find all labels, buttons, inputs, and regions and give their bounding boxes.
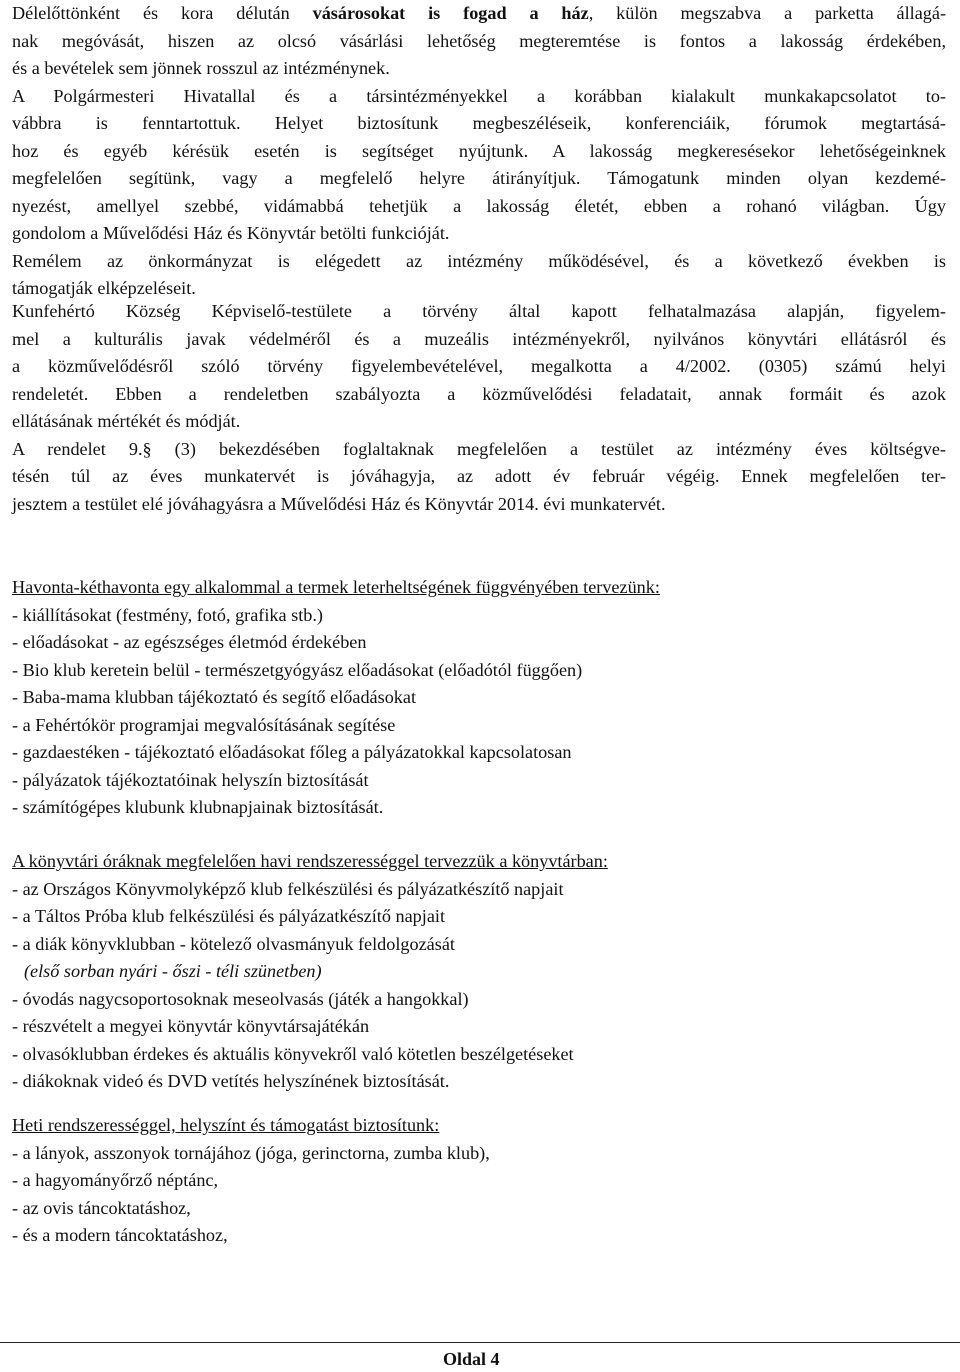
list-item: - számítógépes klubunk klubnapjainak biztosítását. [12, 797, 384, 817]
text-line: hoz és egyéb kérésük esetén is segítséget nyújtunk. A lakosság megkeresésekor lehetőségeinknek [12, 140, 946, 161]
section-heading: Heti rendszerességgel, helyszínt és támogatást biztosítunk: [12, 1115, 440, 1135]
section-weekly [12, 1112, 946, 1250]
text-line: vábbra is fenntartottuk. Helyet biztosítunk megbeszéléseik, konferenciáik, fórumok megtartásá- [12, 113, 946, 133]
text-line: támogatják elképzeléseit. [12, 278, 196, 298]
list-item: - gazdaestéken - tájékoztató előadásokat főleg a pályázatokkal kapcsolatosan [12, 742, 572, 762]
list-item: - a Táltos Próba klub felkészülési és pályázatkészítő napjait [12, 906, 445, 926]
text-line: nak megóvását, hiszen az olcsó vásárlási lehetőség megteremtése is fontos a lakosság érdekében, [12, 30, 946, 51]
text-line: ellátásának mértékét és módját. [12, 411, 241, 431]
list-item: - az ovis táncoktatáshoz, [12, 1197, 191, 1218]
list-item: - olvasóklubban érdekes és aktuális könyvekről való kötetlen beszélgetéseket [12, 1043, 574, 1064]
text-line: Kunfehértó Község Képviselő-testülete a törvény által kapott felhatalmazása alapján, figyelem- [12, 301, 946, 321]
list-item: - kiállításokat (festmény, fotó, grafika stb.) [12, 604, 323, 625]
list-item: - előadásokat - az egészséges életmód érdekében [12, 632, 367, 652]
text-line: megfelelően segítünk, vagy a megfelelő helyre átirányítjuk. Támogatunk minden olyan kezdemé- [12, 168, 946, 188]
text-line: a közművelődésről szóló törvény figyelembevételével, megalkotta a 4/2002. (0305) számú helyi [12, 356, 946, 376]
page-footer [0, 1342, 960, 1372]
paragraph-intro [12, 0, 946, 303]
text-line: rendeletét. Ebben a rendeletben szabályozta a közművelődési feladatait, annak formáit és azok [12, 383, 946, 404]
list-item: - Baba-mama klubban tájékoztató és segítő előadásokat [12, 687, 417, 707]
list-item: - óvodás nagycsoportosoknak meseolvasás (játék a hangokkal) [12, 988, 469, 1009]
text-line: és a bevételek sem jönnek rosszul az intézménynek. [12, 58, 390, 78]
list-item: - pályázatok tájékoztatóinak helyszín biztosítását [12, 769, 369, 790]
section-monthly-events [12, 574, 946, 822]
list-item: - a diák könyvklubban - kötelező olvasmányuk feldolgozását [12, 933, 455, 954]
section-heading: A könyvtári óráknak megfelelően havi rendszerességgel tervezzük a könyvtárban: [12, 851, 608, 871]
text-line: A Polgármesteri Hivatallal és a társintézményekkel a korábban kialakult munkakapcsolatot to- [12, 85, 946, 106]
page-number: Oldal 4 [443, 1349, 500, 1369]
text-line: gondolom a Művelődési Ház és Könyvtár betölti funkcióját. [12, 223, 450, 243]
text-line: jesztem a testület elé jóváhagyásra a Művelődési Ház és Könyvtár 2014. évi munkatervét. [12, 493, 666, 514]
list-item: - részvételt a megyei könyvtár könyvtársajátékán [12, 1016, 370, 1036]
text-line: A rendelet 9.§ (3) bekezdésében foglaltaknak megfelelően a testület az intézmény éves költségve- [12, 438, 946, 459]
section-heading: Havonta-kéthavonta egy alkalommal a termek leterheltségének függvényében tervezünk: [12, 577, 660, 597]
section-library [12, 848, 946, 1096]
list-item: - és a modern táncoktatáshoz, [12, 1225, 228, 1245]
list-item: - a hagyományőrző néptánc, [12, 1170, 219, 1190]
list-item: - Bio klub keretein belül - természetgyógyász előadásokat (előadótól függően) [12, 659, 583, 680]
text-line: mel a kulturális javak védelméről és a muzeális intézményekről, nyilvános könyvtári ellátásról és [12, 328, 946, 349]
text-line: Délelőttönként és kora délután vásárosokat is fogad a ház, külön megszabva a parketta állagá- [12, 3, 946, 23]
list-item: - a Fehértókör programjai megvalósításának segítése [12, 714, 396, 735]
text-line: Remélem az önkormányzat is elégedett az intézmény működésével, és a következő években is [12, 250, 946, 271]
paragraph-regulation [12, 298, 946, 518]
list-item: - diákoknak videó és DVD vetítés helyszínének biztosítását. [12, 1071, 450, 1091]
list-item: - az Országos Könyvmolyképző klub felkészülési és pályázatkészítő napjait [12, 878, 564, 899]
text-line: tésén túl az éves munkatervét is jóváhagyja, az adott év február végéig. Ennek megfelelően ter- [12, 466, 946, 486]
list-item: - a lányok, asszonyok tornájához (jóga, gerinctorna, zumba klub), [12, 1142, 490, 1163]
bold-phrase: vásárosokat is fogad a ház [312, 3, 589, 23]
text-line: nyezést, amellyel szebbé, vidámabbá tehetjük a lakosság életét, ebben a rohanó világban. Úgy [12, 195, 946, 216]
italic-note: (első sorban nyári - őszi - téli szünetben) [24, 961, 322, 981]
